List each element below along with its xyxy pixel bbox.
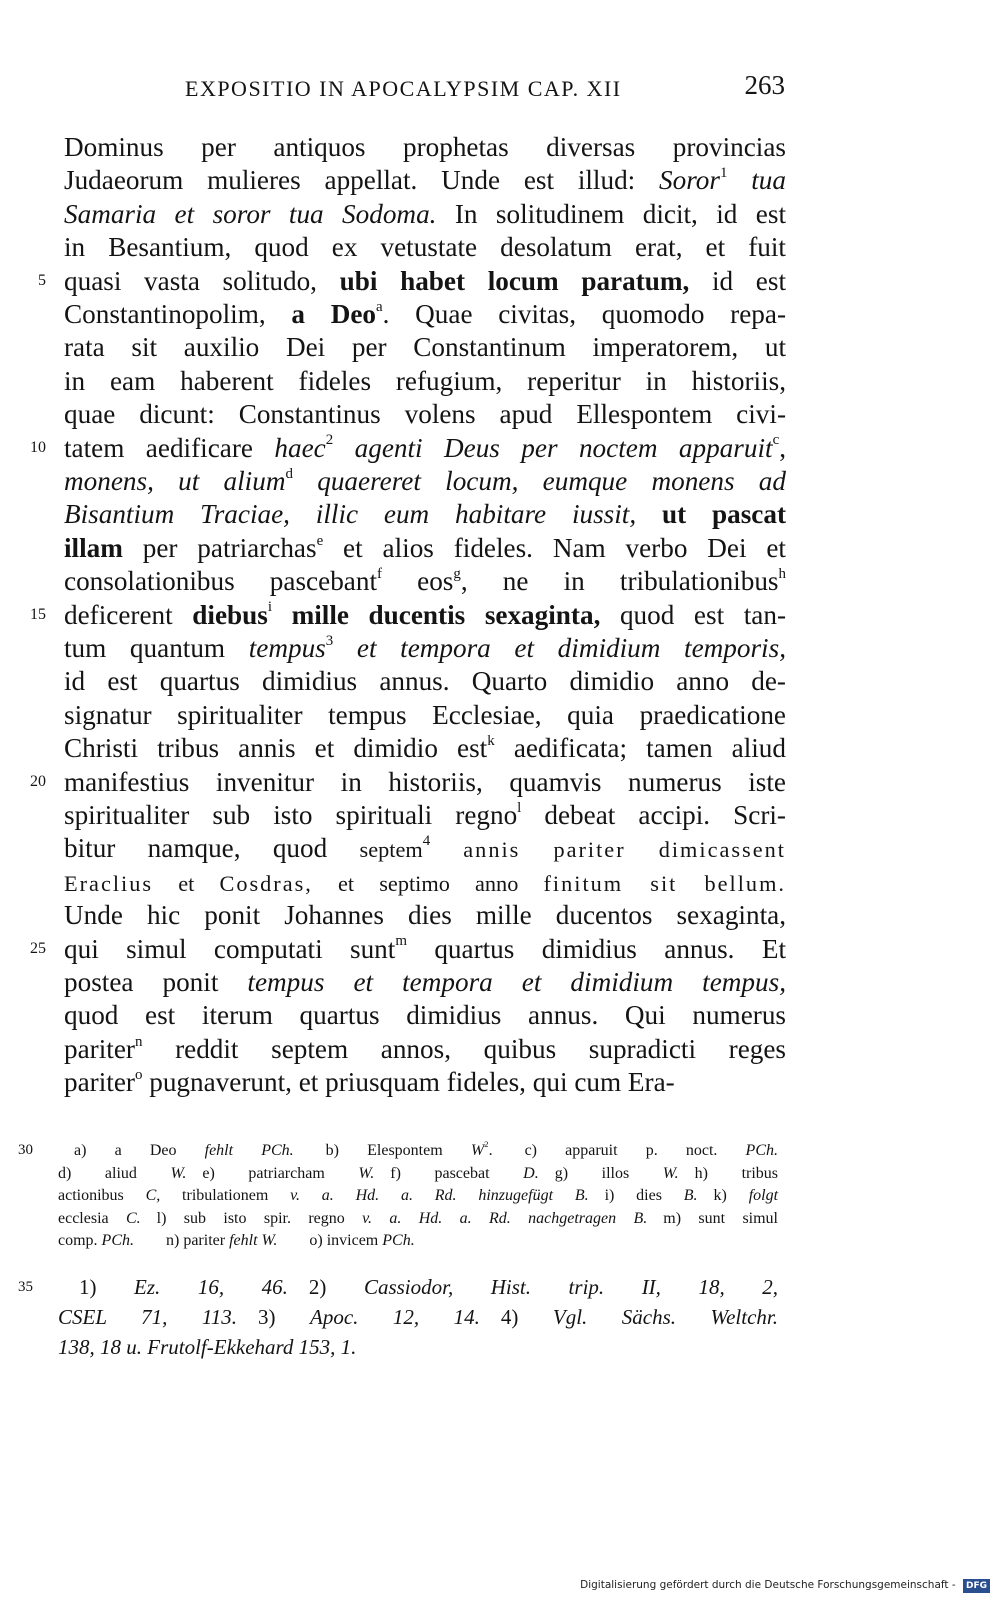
text-run: 2) [287,1275,364,1299]
text-run: 4) [479,1305,553,1329]
text-run: 3) [237,1305,311,1329]
text-run: in Besantium, quod ex vetustate desolatum erat, et fuit [64,232,786,263]
text-run: m) sunt simul [647,1209,779,1227]
apparatus-line [58,1162,778,1185]
superscript-mark: n [134,1033,143,1050]
text-run: Judaeorum mulieres appellat. Unde est illud: [64,165,660,196]
text-line [64,798,786,832]
superscript-mark: a [376,298,383,315]
text-line [64,965,786,999]
text-line [64,664,786,698]
text-run: illam [64,532,123,563]
text-run: et [153,870,220,896]
text-run: mille ducentis sexaginta, [271,599,601,630]
text-line [64,464,786,498]
line-number: 5 [38,271,46,289]
text-line [64,130,786,164]
text-run: h) tribus [678,1164,779,1182]
text-run: Dominus per antiquos prophetas diversas provincias [64,132,786,162]
text-run: ut pascat [662,499,787,530]
text-run: Christi tribus annis et dimidio est [64,733,488,764]
text-run: In solitudinem dicit, id est [436,198,787,229]
text-line [64,163,786,197]
text-run: folgt [748,1187,779,1205]
text-run: Apoc. 12, 14. [310,1305,480,1329]
digitization-credit [580,1576,990,1594]
text-run: a Deo [291,299,376,329]
text-run: CSEL 71, 113. [58,1305,238,1329]
text-run: Cosdras, [219,870,313,896]
text-line [64,397,786,431]
text-run: manifestius invenitur in historiis, quamvis numerus iste [64,766,786,797]
text-run: tatem aedificare [64,432,275,463]
text-line [64,230,786,264]
text-run: agenti Deus per noctem apparuit [333,432,773,463]
text-run: v. a. Hd. a. Rd. hinzugefügt B. [290,1187,589,1205]
text-run: deficerent [64,599,193,630]
text-run: bitur namque, quod [64,833,360,864]
text-run: id est quartus dimidius annus. Quarto dimidio anno de- [64,666,786,697]
superscript-mark: 1 [719,165,728,182]
text-run: o) invicem [277,1232,383,1250]
text-run: PCh. [745,1142,778,1159]
text-line [64,330,786,364]
credit-text: Digitalisierung gefördert durch die Deutsche Forschungsgemeinschaft - [580,1579,956,1591]
text-run: Samaria et soror tua Sodoma. [64,198,437,229]
superscript-mark: g [453,565,461,582]
text-run: quod est iterum quartus dimidius annus. Qui numerus [64,1000,786,1031]
text-run: PCh. [101,1232,134,1250]
text-run: l) sub isto spir. regno [140,1209,363,1227]
text-run: Soror [659,165,720,196]
text-run: fehlt W. [229,1232,278,1250]
text-line [64,1065,786,1099]
text-run: monens, ut alium [64,466,286,496]
text-run: tua [727,165,786,196]
apparatus-line [58,1184,778,1207]
line-number: 35 [18,1279,33,1295]
text-run: a) a Deo [58,1142,205,1159]
text-run: W. [358,1164,375,1182]
superscript-mark: 3 [325,632,334,649]
superscript-mark: m [395,933,407,950]
source-line [58,1272,778,1302]
text-line [64,998,786,1032]
text-run: quartus dimidius annus. Et [406,933,787,964]
text-line [64,364,786,398]
text-run: Eraclius [64,870,154,896]
superscript-mark: i [267,599,272,616]
text-run: v. a. Hd. a. Rd. nachgetragen B. [362,1209,648,1227]
text-run: i) dies [588,1187,684,1205]
text-run: Ez. 16, 46. [134,1275,288,1299]
text-run: quae dicunt: Constantinus volens apud Ellespontem civi- [64,399,786,430]
text-run: W. [662,1164,679,1182]
text-run: pariter [64,1067,135,1098]
superscript-mark: 4 [422,833,431,850]
text-run: postea ponit [64,967,248,997]
text-run: Constantinopolim, [64,299,292,329]
text-run: tempus [248,633,326,663]
text-run: tum quantum [64,633,249,663]
text-line [64,531,786,565]
text-run: et alios fideles. Nam verbo Dei et [323,532,786,563]
text-line [64,731,786,765]
text-run: 138, 18 u. Frutolf-Ekkehard 153, 1. [58,1335,357,1359]
text-run: eos [381,566,454,597]
line-number: 30 [18,1142,33,1158]
text-line [64,497,786,531]
text-line [64,564,786,598]
running-head [185,72,785,112]
text-line [64,932,786,966]
text-run: b) Elespontem [293,1142,471,1159]
text-run: per patriarchas [122,532,317,563]
text-run: aedificata; tamen aliud [494,733,786,764]
text-run: k) [697,1187,749,1205]
text-run: qui simul computati sunt [64,933,396,964]
text-run: . c) apparuit p. noct. [488,1142,746,1159]
apparatus-line [58,1229,778,1252]
text-run: diebus [192,599,268,630]
line-number: 10 [30,438,46,456]
text-run: consolationibus pascebant [64,566,377,597]
superscript-mark: o [134,1066,143,1083]
text-run: quaereret locum, eumque monens ad [292,466,786,496]
text-run: pariter [64,1033,135,1064]
superscript-mark: e [316,532,324,549]
text-run: et tempora et dimidium temporis, [333,633,786,663]
text-run: ubi habet locum paratum, [339,265,690,296]
text-run: Unde hic ponit Johannes dies mille ducentos sexaginta, [64,900,786,931]
text-run: finitum sit bellum. [543,870,786,896]
text-line [64,898,786,932]
apparatus-line [58,1207,778,1230]
text-run: id est [689,265,787,296]
superscript-mark: 2 [484,1139,489,1150]
text-run: 1) [58,1275,135,1299]
text-run: Vgl. Sächs. Weltchr. [552,1305,778,1329]
text-run: B. [683,1187,698,1205]
text-run: , ne in tribulationibus [460,566,779,597]
text-run: Cassiodor, Hist. trip. II, 18, 2, [363,1275,779,1299]
text-line [64,698,786,732]
line-number: 25 [30,939,46,957]
dfg-logo: DFG [963,1579,990,1593]
line-number: 15 [30,605,46,623]
superscript-mark: l [517,799,522,816]
text-line [64,264,786,298]
text-run: f) pascebat [374,1164,524,1182]
text-line [64,765,786,799]
running-title: EXPOSITIO IN APOCALYPSIM CAP. XII [185,76,622,101]
text-run: pugnaverunt, et priusquam fideles, qui cum Era- [142,1067,675,1098]
text-run: W. [170,1164,187,1182]
text-line [64,631,786,665]
text-run: actionibus [58,1187,146,1205]
text-run: C, [145,1187,161,1205]
text-run: debeat accipi. Scri- [521,800,786,830]
text-run: e) patriarcham [186,1164,359,1182]
text-line [64,865,786,899]
text-run: . Quae civitas, quomodo repa- [382,299,786,329]
text-run: septem [359,837,423,863]
source-line [58,1332,778,1362]
text-run: annis pariter dimicassent [430,837,786,863]
text-run: spiritualiter sub isto spirituali regno [64,800,518,830]
text-run: in eam haberent fideles refugium, reperitur in historiis, [64,365,786,396]
text-run: , [779,432,786,463]
superscript-mark: h [778,565,786,582]
text-run: et septimo anno [312,870,544,896]
text-run: n) pariter [134,1232,230,1250]
superscript-mark: k [487,732,495,749]
text-line [64,297,786,331]
text-run: haec [274,432,326,463]
text-run: reddit septem annos, quibus supradicti reges [142,1033,786,1064]
text-run: comp. [58,1232,102,1250]
text-run: quasi vasta solitudo, [64,265,340,296]
text-run: W [470,1142,485,1159]
text-run: tribulationem [160,1187,291,1205]
text-run: fehlt PCh. [204,1142,294,1159]
text-run: quod est tan- [600,599,786,630]
text-line [64,431,786,465]
text-run [636,499,662,529]
text-run: tempus et tempora et dimidium tempus, [247,967,786,997]
superscript-mark: d [285,465,293,482]
text-run: rata sit auxilio Dei per Constantinum imperatorem, ut [64,332,786,363]
line-number: 20 [30,772,46,790]
superscript-mark: c [772,432,780,449]
text-line [64,598,786,632]
text-run: D. [523,1164,539,1182]
superscript-mark: 2 [325,432,334,449]
source-line [58,1302,778,1332]
text-run: PCh. [382,1232,415,1250]
text-line [64,831,786,865]
text-run: C. [125,1209,141,1227]
text-run: Bisantium Traciae, illic eum habitare iussit, [64,499,637,530]
text-run: d) aliud [58,1164,171,1182]
page-number: 263 [744,70,785,100]
apparatus-line [58,1139,778,1162]
text-line [64,1032,786,1066]
superscript-mark: f [377,565,382,582]
text-run: ecclesia [58,1209,126,1227]
text-line [64,197,786,231]
text-run: g) illos [538,1164,663,1182]
text-run: signatur spiritualiter tempus Ecclesiae, quia praedicatione [64,699,786,730]
